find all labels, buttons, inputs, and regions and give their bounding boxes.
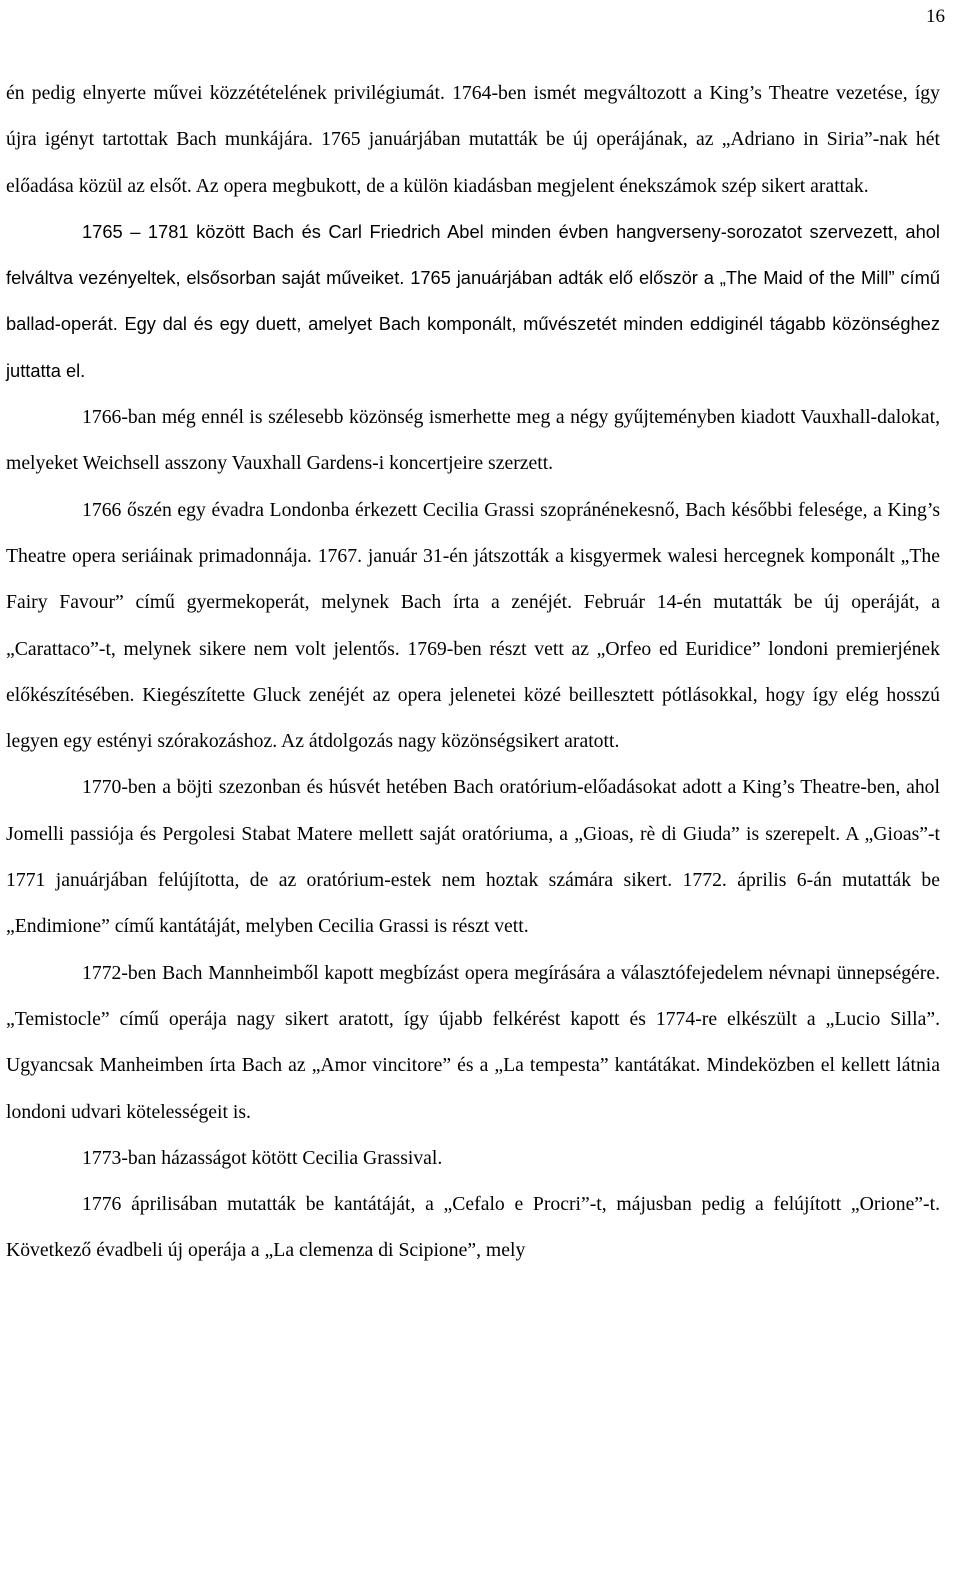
paragraph-6: 1772-ben Bach Mannheimből kapott megbízást opera megírására a választófejedelem névnapi ünnepségére. „Temistocle” című operája nagy sikert aratott, így újabb felkérést kapott és 1774-re elkészült a „Lucio Silla”. Ugyancsak Manheimben írta Bach az „Amor vincitore” és a „La tempesta” kantátákat. Mindeközben el kellett látnia londoni udvari kötelességeit is. [6,961,940,1123]
paragraph-2: 1765 – 1781 között Bach és Carl Friedrich Abel minden évben hangverseny-sorozatot szervezett, ahol felváltva vezényeltek, elsősorban saját műveiket. 1765 januárjában adták elő először a „The Maid of the Mill” című ballad-operát. Egy dal és egy duett, amelyet Bach komponált, művészetét minden eddiginél tágabb közönséghez juttatta el. [6,220,940,381]
paragraph-3: 1766-ban még ennél is szélesebb közönség ismerhette meg a négy gyűjteményben kiadott Vauxhall-dalokat, melyeket Weichsell asszony Vauxhall Gardens-i koncertjeire szerzett. [6,406,940,475]
paragraph-4: 1766 őszén egy évadra Londonba érkezett Cecilia Grassi szopránénekesnő, Bach későbbi felesége, a King’s Theatre opera seriáinak primadonnája. 1767. január 31-én játszották a kisgyermek walesi hercegnek komponált „The Fairy Favour” című gyermekoperát, melynek Bach írta a zenéjét. Február 14-én mutatták be új operáját, a „Carattaco”-t, melynek sikere nem volt jelentős. 1769-ben részt vett az „Orfeo ed Euridice” londoni premierjének előkészítésében. Kiegészítette Gluck zenéjét az opera jelenetei közé beillesztett pótlásokkal, hogy így elég hosszú legyen egy estényi szórakozáshoz. Az átdolgozás nagy közönségsikert aratott. [6,498,940,753]
page-number: 16 [926,6,945,27]
document-body [6,70,940,1274]
paragraph-8: 1776 áprilisában mutatták be kantátáját, a „Cefalo e Procri”-t, májusban pedig a felújított „Orione”-t. Következő évadbeli új operája a „La clemenza di Scipione”, mely [6,1193,940,1262]
paragraph-1: én pedig elnyerte művei közzétételének privilégiumát. 1764-ben ismét megváltozott a King’s Theatre vezetése, így újra igényt tartottak Bach munkájára. 1765 januárjában mutatták be új operájának, az „Adriano in Siria”-nak hét előadása közül az elsőt. Az opera megbukott, de a külön kiadásban megjelent énekszámok szép sikert arattak. [6,82,940,197]
paragraph-7: 1773-ban házasságot kötött Cecilia Grassival. [82,1146,443,1169]
paragraph-5: 1770-ben a böjti szezonban és húsvét hetében Bach oratórium-előadásokat adott a King’s Theatre-ben, ahol Jomelli passiója és Pergolesi Stabat Matere mellett saját oratóriuma, a „Gioas, rè di Giuda” is szerepelt. A „Gioas”-t 1771 januárjában felújította, de az oratórium-estek nem hoztak számára sikert. 1772. április 6-án mutatták be „Endimione” című kantátáját, melyben Cecilia Grassi is részt vett. [6,776,940,938]
